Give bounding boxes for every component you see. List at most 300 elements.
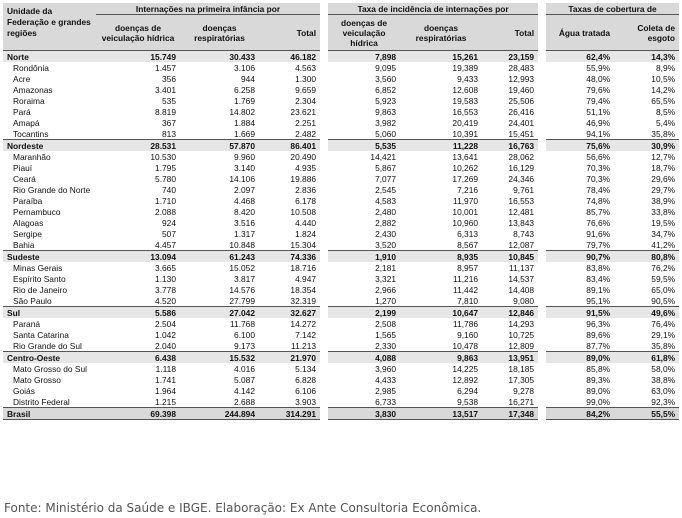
row-label: Rio de Janeiro [13,284,68,295]
cell-water-rate: 2,985 [375,385,397,396]
cell-water-rate: 5,535 [328,140,400,152]
cell-total-admissions: 19.886 [290,173,317,184]
cell-treated-water-coverage: 89,0% [586,385,611,396]
state-row [3,195,679,206]
cell-sewage-coverage: 12,7% [651,151,676,162]
cell-water-rate: 3,982 [375,117,397,128]
cell-respiratory-rate: 9,863 [400,352,482,364]
cell-respiratory-rate: 10,960 [452,217,479,228]
cell-respiratory-admissions: 1.669 [234,128,255,139]
cell-respiratory-admissions: 3.516 [234,217,255,228]
col-header-water-diseases: doenças de veiculação hídrica [96,15,180,51]
cell-water-rate: 7,077 [375,173,397,184]
state-row [3,239,679,251]
cell-treated-water-coverage: 90,7% [546,251,614,263]
region-row [3,307,679,319]
cell-sewage-coverage: 38,9% [651,195,676,206]
cell-respiratory-rate: 10,262 [452,162,479,173]
cell-water-admissions: 10.530 [150,151,176,162]
cell-water-admissions: 1.964 [155,385,176,396]
cell-total-rate: 14,293 [508,318,535,329]
cell-water-rate: 6,733 [375,396,397,407]
cell-total-admissions: 74.336 [259,251,320,263]
region-row [3,140,679,152]
cell-sewage-coverage: 29,1% [651,329,676,340]
cell-total-admissions: 14.272 [290,318,317,329]
cell-respiratory-admissions: 14.106 [229,173,255,184]
cell-sewage-coverage: 14,2% [651,84,676,95]
cell-water-admissions: 69.398 [96,408,180,420]
cell-total-rate: 28,062 [508,151,535,162]
row-label: Distrito Federal [13,396,70,407]
cell-total-admissions: 2.836 [295,184,317,195]
cell-treated-water-coverage: 85,8% [586,363,611,374]
cell-total-admissions: 4.563 [295,62,317,73]
cell-sewage-coverage: 63,0% [651,385,676,396]
cell-water-rate: 5,923 [375,95,397,106]
cell-water-rate: 2,199 [328,307,400,319]
cell-respiratory-admissions: 2.097 [234,184,255,195]
cell-water-admissions: 4.457 [155,239,176,250]
cell-respiratory-admissions: 8.420 [234,206,255,217]
cell-treated-water-coverage: 95,1% [586,295,611,306]
cell-total-admissions: 3.903 [295,396,317,407]
cell-sewage-coverage: 8,5% [655,106,676,117]
cell-sewage-coverage: 92,3% [651,396,676,407]
state-row [3,273,679,284]
col-header-rate-respiratory-diseases: doenças respiratórias [400,15,482,51]
cell-sewage-coverage: 41,2% [651,239,676,250]
cell-water-admissions: 507 [162,228,176,239]
cell-total-admissions: 2.304 [295,95,317,106]
cell-total-admissions: 6.828 [295,374,317,385]
state-row [3,396,679,408]
state-row [3,363,679,374]
state-row [3,228,679,239]
cell-respiratory-admissions: 6.100 [234,329,255,340]
cell-water-admissions: 28.531 [96,140,180,152]
group-header-internacoes: Internações na primeira infância por [96,3,320,15]
cell-sewage-coverage: 30,9% [614,140,679,152]
cell-total-rate: 12,481 [508,206,535,217]
row-label: Sul [3,307,96,319]
cell-respiratory-rate: 15,261 [400,51,482,63]
cell-water-admissions: 13.094 [96,251,180,263]
cell-total-rate: 14,537 [508,273,535,284]
cell-respiratory-rate: 10,391 [452,128,479,139]
row-label: Ceará [13,173,36,184]
cell-treated-water-coverage: 96,3% [586,318,611,329]
state-row [3,217,679,228]
cell-sewage-coverage: 76,2% [651,262,676,273]
cell-treated-water-coverage: 70,3% [586,162,611,173]
cell-sewage-coverage: 58,0% [651,363,676,374]
cell-water-rate: 2,545 [375,184,397,195]
row-label: Bahia [13,239,35,250]
cell-treated-water-coverage: 99,0% [586,396,611,407]
cell-treated-water-coverage: 91,6% [586,228,611,239]
cell-water-admissions: 1.710 [155,195,176,206]
cell-water-admissions: 1.042 [155,329,176,340]
cell-treated-water-coverage: 79,6% [586,84,611,95]
cell-total-rate: 12,809 [508,340,535,351]
cell-sewage-coverage: 59,5% [651,273,676,284]
cell-treated-water-coverage: 48,0% [586,73,611,84]
cell-water-rate: 3,321 [375,273,397,284]
cell-total-admissions: 5.134 [295,363,317,374]
cell-water-admissions: 2.040 [155,340,176,351]
cell-total-admissions: 4.947 [295,273,317,284]
cell-treated-water-coverage: 51,1% [586,106,611,117]
row-label: Goiás [13,385,35,396]
state-row [3,151,679,162]
cell-sewage-coverage: 5,4% [655,117,676,128]
cell-treated-water-coverage: 89,6% [586,329,611,340]
cell-sewage-coverage: 61,8% [614,352,679,364]
cell-total-rate: 16,271 [508,396,535,407]
cell-water-rate: 3,960 [375,363,397,374]
state-row [3,385,679,396]
cell-respiratory-admissions: 6.258 [234,84,255,95]
cell-treated-water-coverage: 55,9% [586,62,611,73]
cell-treated-water-coverage: 87,7% [586,340,611,351]
row-label: Espírito Santo [13,273,66,284]
cell-water-rate: 2,181 [375,262,397,273]
cell-sewage-coverage: 19,5% [651,217,676,228]
cell-water-rate: 1,910 [328,251,400,263]
cell-sewage-coverage: 33,8% [651,206,676,217]
state-row [3,374,679,385]
cell-treated-water-coverage: 79,4% [586,95,611,106]
cell-total-rate: 8,743 [513,228,535,239]
cell-respiratory-rate: 20,419 [452,117,479,128]
row-label: Maranhão [13,151,51,162]
cell-total-rate: 23,159 [482,51,538,63]
row-label: Mato Grosso do Sul [13,363,88,374]
row-label: Tocantins [13,128,49,139]
cell-sewage-coverage: 80,8% [614,251,679,263]
cell-respiratory-admissions: 61.243 [180,251,259,263]
cell-respiratory-rate: 13,517 [400,408,482,420]
cell-water-admissions: 6.438 [96,352,180,364]
cell-water-rate: 2,480 [375,206,397,217]
cell-total-rate: 19,460 [508,84,535,95]
cell-total-admissions: 21.970 [259,352,320,364]
cell-total-rate: 17,305 [508,374,535,385]
state-row [3,117,679,128]
cell-treated-water-coverage: 78,4% [586,184,611,195]
cell-respiratory-rate: 9,160 [457,329,479,340]
cell-respiratory-rate: 8,957 [457,262,479,273]
cell-total-rate: 16,129 [508,162,535,173]
cell-respiratory-admissions: 3.106 [234,62,255,73]
cell-water-admissions: 740 [162,184,176,195]
row-label: Santa Catarina [13,329,69,340]
cell-water-rate: 2,966 [375,284,397,295]
cell-total-rate: 13,843 [508,217,535,228]
source-note: Fonte: Ministério da Saúde e IBGE. Elaboração: Ex Ante Consultoria Econômica. [4,501,482,515]
cell-treated-water-coverage: 62,4% [546,51,614,63]
cell-treated-water-coverage: 79,7% [586,239,611,250]
cell-sewage-coverage: 76,4% [651,318,676,329]
cell-respiratory-admissions: 9.960 [234,151,255,162]
cell-sewage-coverage: 10,5% [651,73,676,84]
cell-total-admissions: 23.621 [290,106,317,117]
cell-respiratory-rate: 8,935 [400,251,482,263]
cell-sewage-coverage: 49,6% [614,307,679,319]
cell-total-admissions: 11.213 [291,340,317,351]
header-group-row [3,3,679,15]
cell-total-admissions: 18.354 [290,284,317,295]
group-header-cobertura: Taxas de cobertura de [546,3,679,15]
region-row [3,352,679,364]
state-row [3,329,679,340]
cell-water-admissions: 3.665 [155,262,176,273]
cell-treated-water-coverage: 89,1% [586,284,611,295]
cell-total-rate: 10,845 [482,251,538,263]
cell-respiratory-rate: 7,810 [457,295,479,306]
cell-respiratory-rate: 11,216 [453,273,479,284]
state-row [3,106,679,117]
cell-sewage-coverage: 65,0% [651,284,676,295]
col-header-sewage-collection: Coleta de esgoto [614,15,679,51]
cell-sewage-coverage: 34,7% [651,228,676,239]
cell-sewage-coverage: 14,3% [614,51,679,63]
cell-water-rate: 4,088 [328,352,400,364]
cell-total-admissions: 32.627 [259,307,320,319]
cell-total-admissions: 9.659 [295,84,317,95]
cell-water-rate: 1,270 [375,295,397,306]
cell-water-rate: 4,583 [375,195,397,206]
cell-respiratory-rate: 14,225 [452,363,479,374]
state-row [3,62,679,73]
state-row [3,262,679,273]
cell-respiratory-admissions: 57.870 [180,140,259,152]
cell-treated-water-coverage: 74,8% [586,195,611,206]
row-label: Sudeste [3,251,96,263]
cell-respiratory-admissions: 27.799 [229,295,255,306]
row-label: Acre [13,73,31,84]
row-label: Amazonas [13,84,53,95]
row-label: Minas Gerais [13,262,63,273]
cell-water-rate: 5,867 [375,162,397,173]
cell-water-rate: 1,565 [375,329,397,340]
total-row [3,408,679,420]
cell-total-rate: 12,993 [508,73,535,84]
cell-total-rate: 18,185 [508,363,535,374]
cell-total-rate: 11,137 [509,262,535,273]
cell-total-admissions: 4.440 [295,217,317,228]
cell-total-rate: 24,346 [508,173,535,184]
row-label: Sergipe [13,228,42,239]
cell-total-admissions: 20.490 [290,151,317,162]
cell-water-rate: 2,430 [375,228,397,239]
col-header-respiratory-diseases: doenças respiratórias [180,15,259,51]
cell-sewage-coverage: 90,5% [651,295,676,306]
cell-sewage-coverage: 8,9% [655,62,676,73]
cell-total-admissions: 32.319 [290,295,317,306]
cell-water-rate: 5,060 [375,128,397,139]
cell-total-rate: 25,506 [508,95,535,106]
unit-header: Unidade da Federação e grandes regiões [3,3,96,51]
cell-total-rate: 9,761 [513,184,535,195]
cell-total-admissions: 6.106 [295,385,317,396]
cell-respiratory-rate: 11,970 [453,195,479,206]
cell-total-rate: 16,553 [508,195,535,206]
cell-total-rate: 16,763 [482,140,538,152]
row-label: Pernambuco [13,206,61,217]
cell-treated-water-coverage: 85,7% [586,206,611,217]
cell-sewage-coverage: 35,8% [651,128,676,139]
cell-water-rate: 9,095 [375,62,397,73]
state-row [3,128,679,140]
cell-total-rate: 14,408 [508,284,535,295]
cell-respiratory-rate: 8,567 [457,239,479,250]
row-label: Rio Grande do Sul [13,340,82,351]
state-row [3,184,679,195]
cell-respiratory-admissions: 1.884 [234,117,255,128]
cell-water-admissions: 4.520 [155,295,176,306]
header-column-row [3,15,679,51]
cell-treated-water-coverage: 70,3% [586,173,611,184]
region-row [3,251,679,263]
cell-respiratory-admissions: 3.817 [234,273,255,284]
state-row [3,295,679,307]
cell-respiratory-rate: 19,583 [452,95,479,106]
row-label: Roraima [13,95,45,106]
cell-water-admissions: 15.749 [96,51,180,63]
cell-total-rate: 15,451 [508,128,535,139]
row-label: São Paulo [13,295,52,306]
cell-total-admissions: 18.716 [290,262,317,273]
cell-respiratory-rate: 9,538 [457,396,479,407]
cell-water-admissions: 1.457 [155,62,176,73]
cell-water-rate: 14,421 [370,151,397,162]
row-label: Paraíba [13,195,43,206]
cell-total-rate: 12,846 [482,307,538,319]
cell-treated-water-coverage: 84,2% [546,408,614,420]
cell-treated-water-coverage: 46,9% [586,117,611,128]
row-label: Mato Grosso [13,374,61,385]
row-label: Alagoas [13,217,44,228]
cell-total-rate: 24,401 [508,117,535,128]
state-row [3,95,679,106]
cell-respiratory-rate: 10,478 [452,340,479,351]
cell-total-admissions: 1.824 [295,228,317,239]
cell-sewage-coverage: 18,7% [651,162,676,173]
cell-respiratory-rate: 6,313 [457,228,479,239]
cell-sewage-coverage: 29,6% [651,173,676,184]
cell-sewage-coverage: 55,5% [614,408,679,420]
cell-total-admissions: 6.178 [295,195,317,206]
state-row [3,162,679,173]
col-header-rate-total: Total [482,15,538,51]
cell-water-admissions: 1.795 [155,162,176,173]
state-row [3,73,679,84]
cell-treated-water-coverage: 76,6% [586,217,611,228]
row-label: Centro-Oeste [3,352,96,364]
table-body [3,51,679,420]
region-row [3,51,679,63]
cell-water-admissions: 8.819 [155,106,176,117]
cell-respiratory-rate: 7,216 [457,184,479,195]
state-row [3,206,679,217]
cell-water-admissions: 1.130 [155,273,176,284]
cell-water-rate: 3,830 [328,408,400,420]
cell-total-rate: 9,080 [513,295,535,306]
cell-sewage-coverage: 38,8% [651,374,676,385]
cell-respiratory-admissions: 15.052 [229,262,255,273]
row-label: Piauí [13,162,33,173]
cell-sewage-coverage: 29,7% [651,184,676,195]
cell-total-admissions: 2.251 [295,117,317,128]
cell-respiratory-admissions: 9.173 [234,340,255,351]
cell-sewage-coverage: 35,8% [651,340,676,351]
cell-respiratory-rate: 12,608 [452,84,479,95]
cell-respiratory-admissions: 3.140 [234,162,255,173]
cell-treated-water-coverage: 89,3% [586,374,611,385]
cell-treated-water-coverage: 75,6% [546,140,614,152]
cell-water-admissions: 5.780 [155,173,176,184]
cell-total-admissions: 86.401 [259,140,320,152]
cell-respiratory-admissions: 30.433 [180,51,259,63]
col-header-treated-water: Água tratada [546,15,614,51]
cell-respiratory-admissions: 244.894 [180,408,259,420]
row-label: Norte [3,51,96,63]
cell-water-rate: 9,863 [375,106,397,117]
cell-total-admissions: 314.291 [259,408,320,420]
col-header-rate-water-diseases: doenças de veiculação hídrica [328,15,400,51]
state-row [3,173,679,184]
cell-water-admissions: 1.215 [155,396,176,407]
row-label: Amapá [13,117,40,128]
cell-respiratory-admissions: 2.688 [234,396,255,407]
cell-water-admissions: 3.778 [155,284,176,295]
cell-respiratory-rate: 6,294 [457,385,479,396]
cell-respiratory-admissions: 14.576 [229,284,255,295]
cell-water-admissions: 924 [162,217,176,228]
row-label: Brasil [3,408,96,420]
cell-treated-water-coverage: 89,0% [546,352,614,364]
cell-water-rate: 3,560 [375,73,397,84]
cell-treated-water-coverage: 91,5% [546,307,614,319]
cell-respiratory-admissions: 10.848 [229,239,255,250]
cell-treated-water-coverage: 94,1% [586,128,611,139]
row-label: Rondônia [13,62,49,73]
cell-water-rate: 7,898 [328,51,400,63]
data-table-container [3,3,679,420]
cell-water-rate: 2,330 [375,340,397,351]
cell-respiratory-rate: 11,442 [453,284,479,295]
cell-respiratory-admissions: 11.768 [230,318,255,329]
cell-total-admissions: 15.304 [290,239,317,250]
cell-total-rate: 10,725 [508,329,535,340]
cell-respiratory-rate: 11,228 [400,140,482,152]
cell-water-admissions: 1.741 [155,374,176,385]
cell-water-admissions: 1.118 [155,363,176,374]
state-row [3,318,679,329]
cell-total-admissions: 2.482 [295,128,317,139]
cell-water-rate: 6,852 [375,84,397,95]
cell-respiratory-rate: 10,001 [452,206,479,217]
cell-water-rate: 2,508 [375,318,397,329]
cell-respiratory-rate: 10,647 [400,307,482,319]
cell-treated-water-coverage: 83,4% [586,273,611,284]
cell-respiratory-rate: 17,269 [452,173,479,184]
cell-water-admissions: 813 [162,128,176,139]
state-row [3,84,679,95]
group-header-taxa-incidencia: Taxa de incidência de internações por [328,3,538,15]
